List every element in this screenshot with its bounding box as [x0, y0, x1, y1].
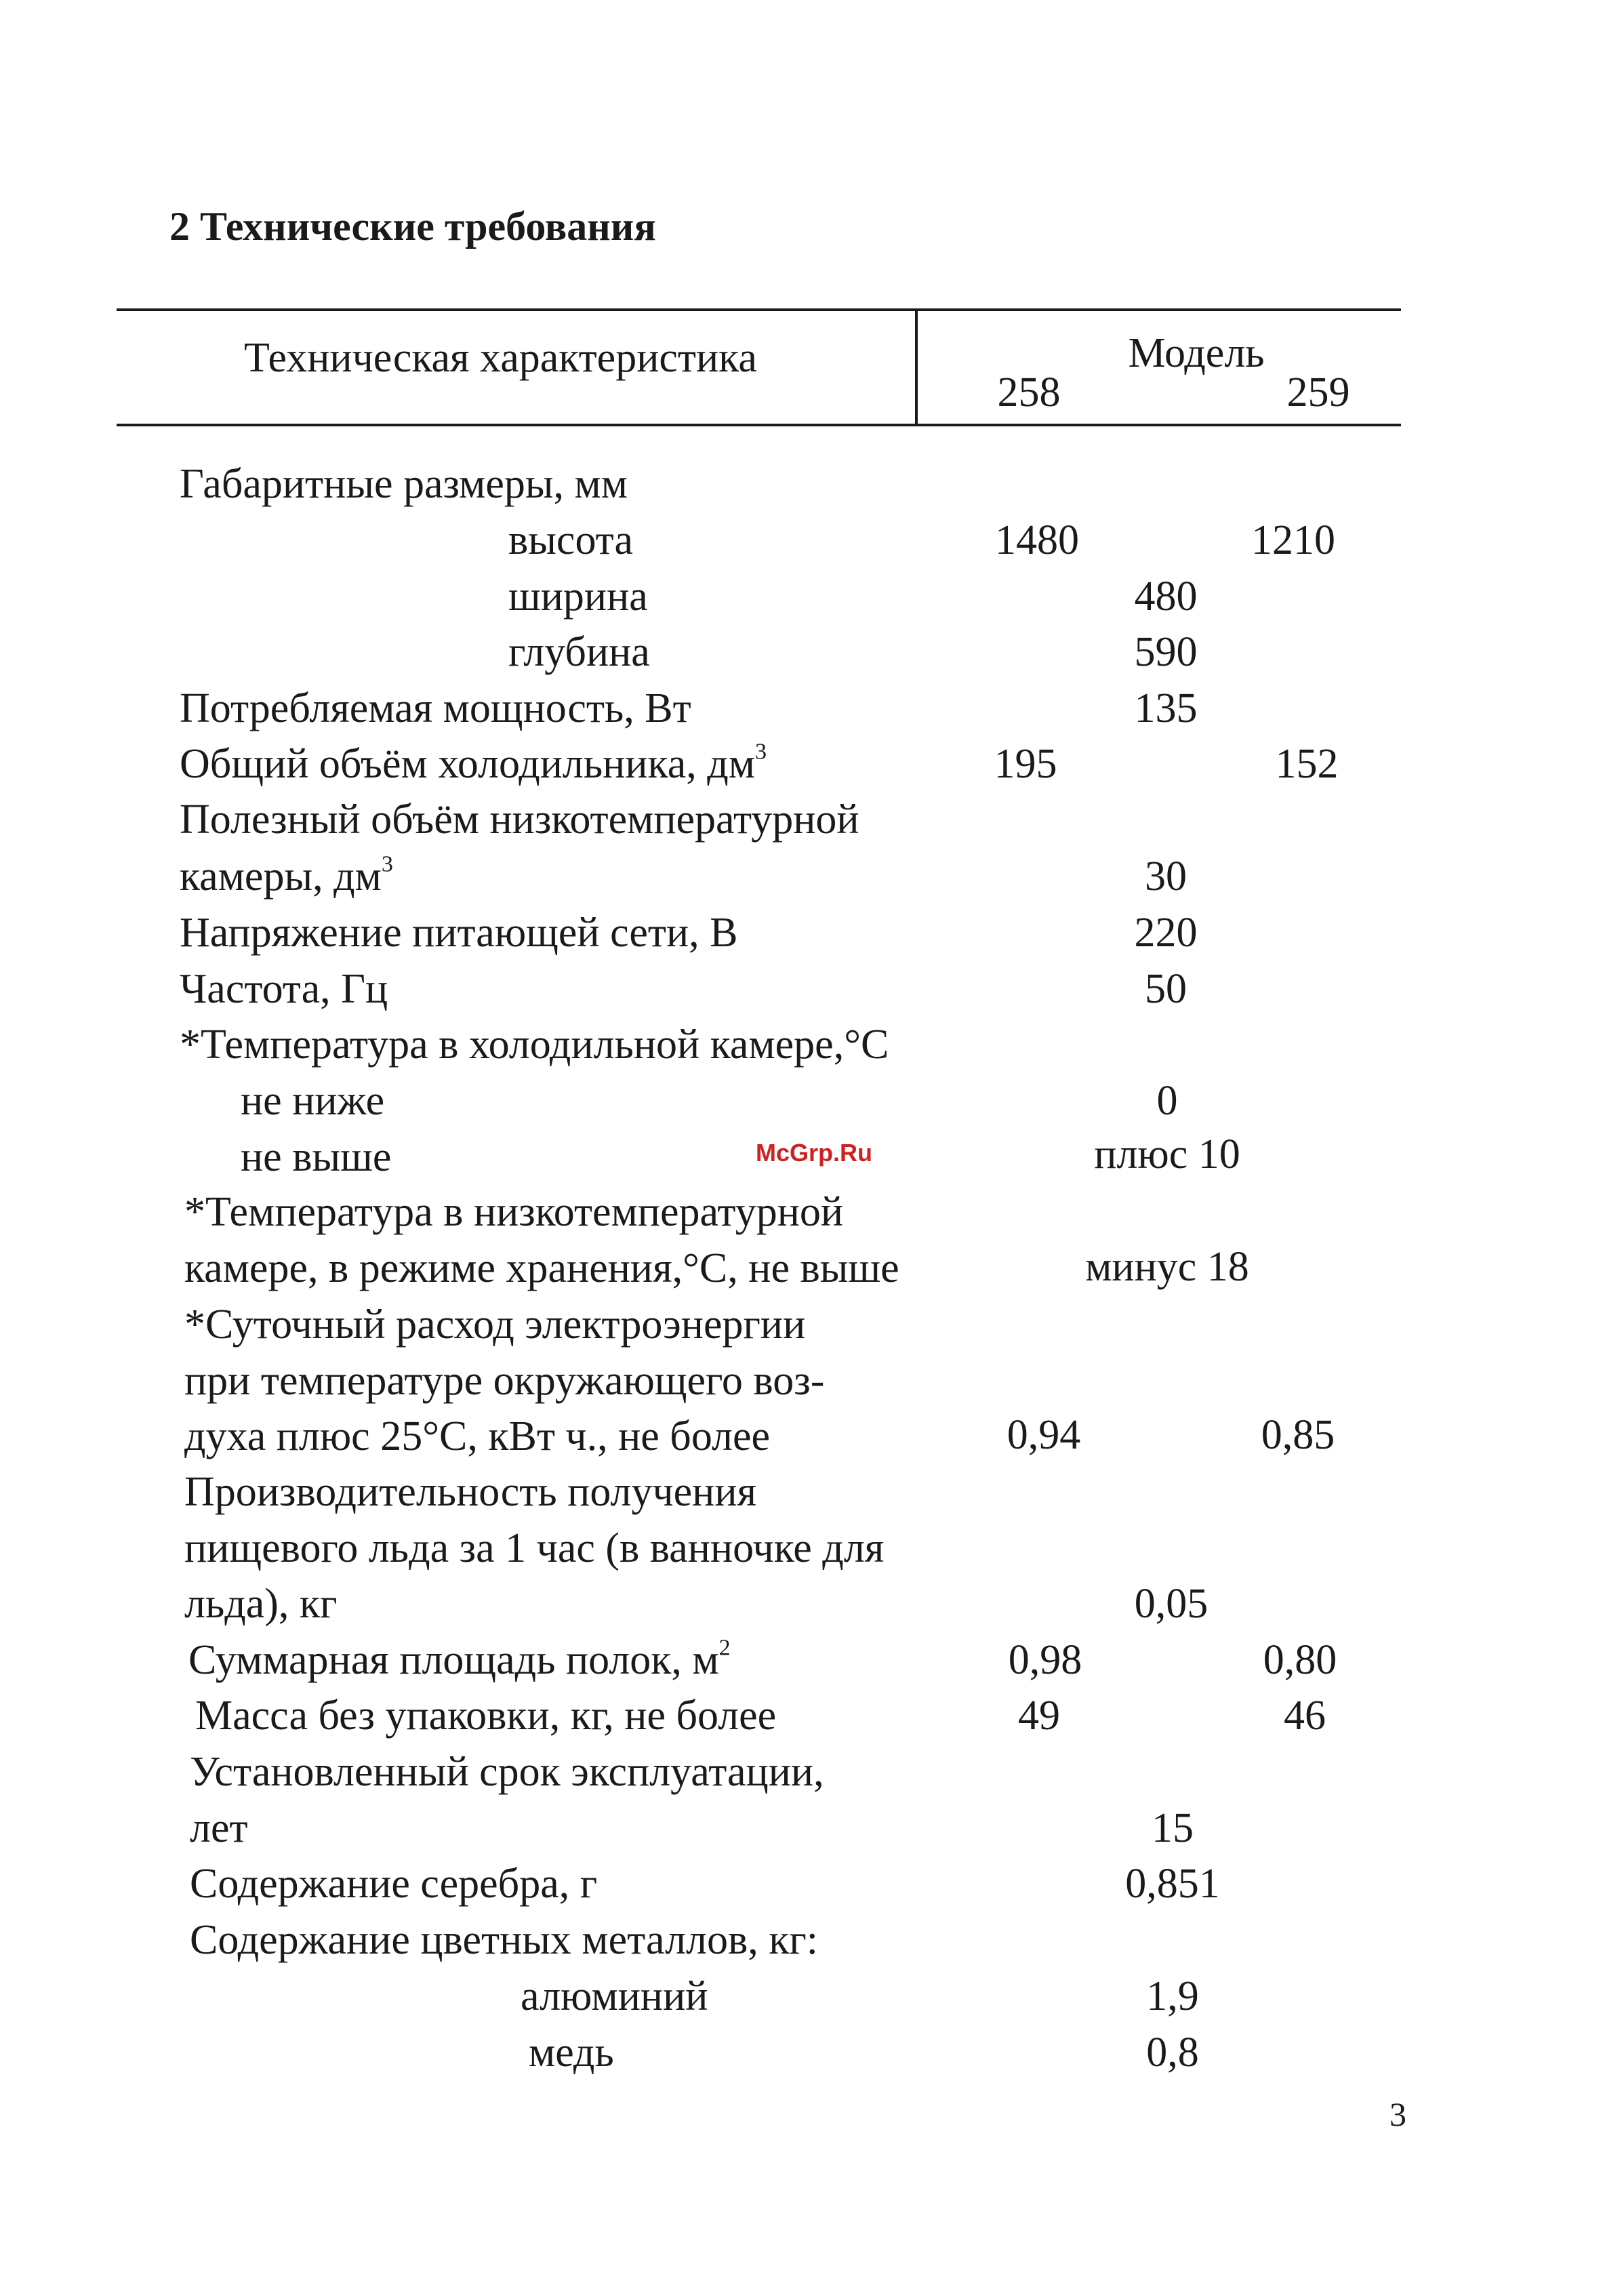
label-mass: Масса без упаковки, кг, не более: [195, 1693, 777, 1739]
value-depth: 590: [1134, 629, 1198, 675]
label-lowvol-1: Полезный объём низкотемпературной: [180, 796, 859, 843]
label-gabarit: Габаритные размеры, мм: [180, 461, 628, 507]
label-width: ширина: [508, 573, 648, 620]
label-ice-2: пищевого льда за 1 час (в ванночке для: [184, 1525, 885, 1571]
value-energy-258: 0,94: [1007, 1412, 1081, 1458]
section-title: 2 Технические требования: [169, 204, 656, 249]
value-service-life: 15: [1152, 1805, 1194, 1851]
value-height-258: 1480: [995, 517, 1079, 563]
label-energy-1: *Суточный расход электроэнергии: [184, 1301, 806, 1348]
header-model: Модель: [1128, 330, 1265, 376]
value-volume-258: 195: [994, 741, 1057, 787]
value-temp-low: минус 18: [1085, 1244, 1249, 1290]
value-mass-258: 49: [1018, 1693, 1060, 1739]
label-metals: Содержание цветных металлов, кг:: [190, 1917, 819, 1963]
label-temp-low-1: *Температура в низкотемпературной: [184, 1189, 844, 1235]
value-energy-259: 0,85: [1261, 1412, 1335, 1458]
label-silver: Содержание серебра, г: [190, 1861, 598, 1907]
value-lowvol: 30: [1145, 853, 1187, 900]
label-height: высота: [508, 517, 634, 563]
watermark: McGrp.Ru: [756, 1139, 873, 1167]
label-shelves: Суммарная площадь полок, $м^2$: [188, 1635, 731, 1683]
label-volume: Общий объём холодильника, $дм^3$: [180, 739, 767, 787]
value-not-higher: плюс 10: [1094, 1131, 1240, 1177]
value-mass-259: 46: [1284, 1693, 1326, 1739]
value-not-lower: 0: [1156, 1078, 1178, 1124]
header-model-258: 258: [997, 369, 1061, 416]
label-not-higher: не выше: [241, 1134, 392, 1180]
label-temp-low-2: камере, в режиме хранения,°С, не выше: [184, 1245, 899, 1291]
label-copper: медь: [529, 2029, 614, 2076]
value-shelves-258: 0,98: [1008, 1637, 1082, 1683]
header-characteristic: Техническая характеристика: [244, 335, 757, 381]
value-frequency: 50: [1145, 966, 1187, 1012]
label-energy-3: духа плюс 25°С, кВт ч., не более: [184, 1413, 771, 1459]
label-service-life-2: лет: [190, 1805, 248, 1851]
table-top-rule: [117, 308, 1401, 311]
value-volume-259: 152: [1275, 741, 1339, 787]
label-service-life-1: Установленный срок эксплуатации,: [190, 1749, 824, 1795]
value-silver: 0,851: [1125, 1861, 1220, 1907]
table-header-rule: [117, 424, 1401, 426]
label-ice-3: льда), кг: [184, 1581, 338, 1627]
value-width: 480: [1134, 573, 1198, 620]
value-height-259: 1210: [1251, 517, 1335, 563]
label-frequency: Частота, Гц: [180, 966, 388, 1012]
table-header-divider: [915, 308, 918, 424]
label-energy-2: при температуре окружающего воз-: [184, 1358, 825, 1404]
label-lowvol-2: камеры, $дм^3$: [180, 851, 393, 900]
value-aluminium: 1,9: [1146, 1973, 1199, 2019]
label-depth: глубина: [508, 629, 650, 675]
value-ice: 0,05: [1134, 1581, 1209, 1627]
value-power: 135: [1134, 685, 1198, 731]
label-voltage: Напряжение питающей сети, В: [180, 910, 738, 956]
value-copper: 0,8: [1146, 2029, 1199, 2076]
label-aluminium: алюминий: [521, 1973, 708, 2019]
label-not-lower: не ниже: [241, 1078, 385, 1124]
value-voltage: 220: [1134, 910, 1198, 956]
page-number: 3: [1389, 2095, 1406, 2133]
value-shelves-259: 0,80: [1263, 1637, 1337, 1683]
label-temp-cold: *Температура в холодильной камере,°С: [180, 1022, 889, 1068]
label-ice-1: Производительность получения: [184, 1469, 757, 1515]
header-model-259: 259: [1286, 369, 1350, 416]
label-power: Потребляемая мощность, Вт: [180, 685, 691, 731]
